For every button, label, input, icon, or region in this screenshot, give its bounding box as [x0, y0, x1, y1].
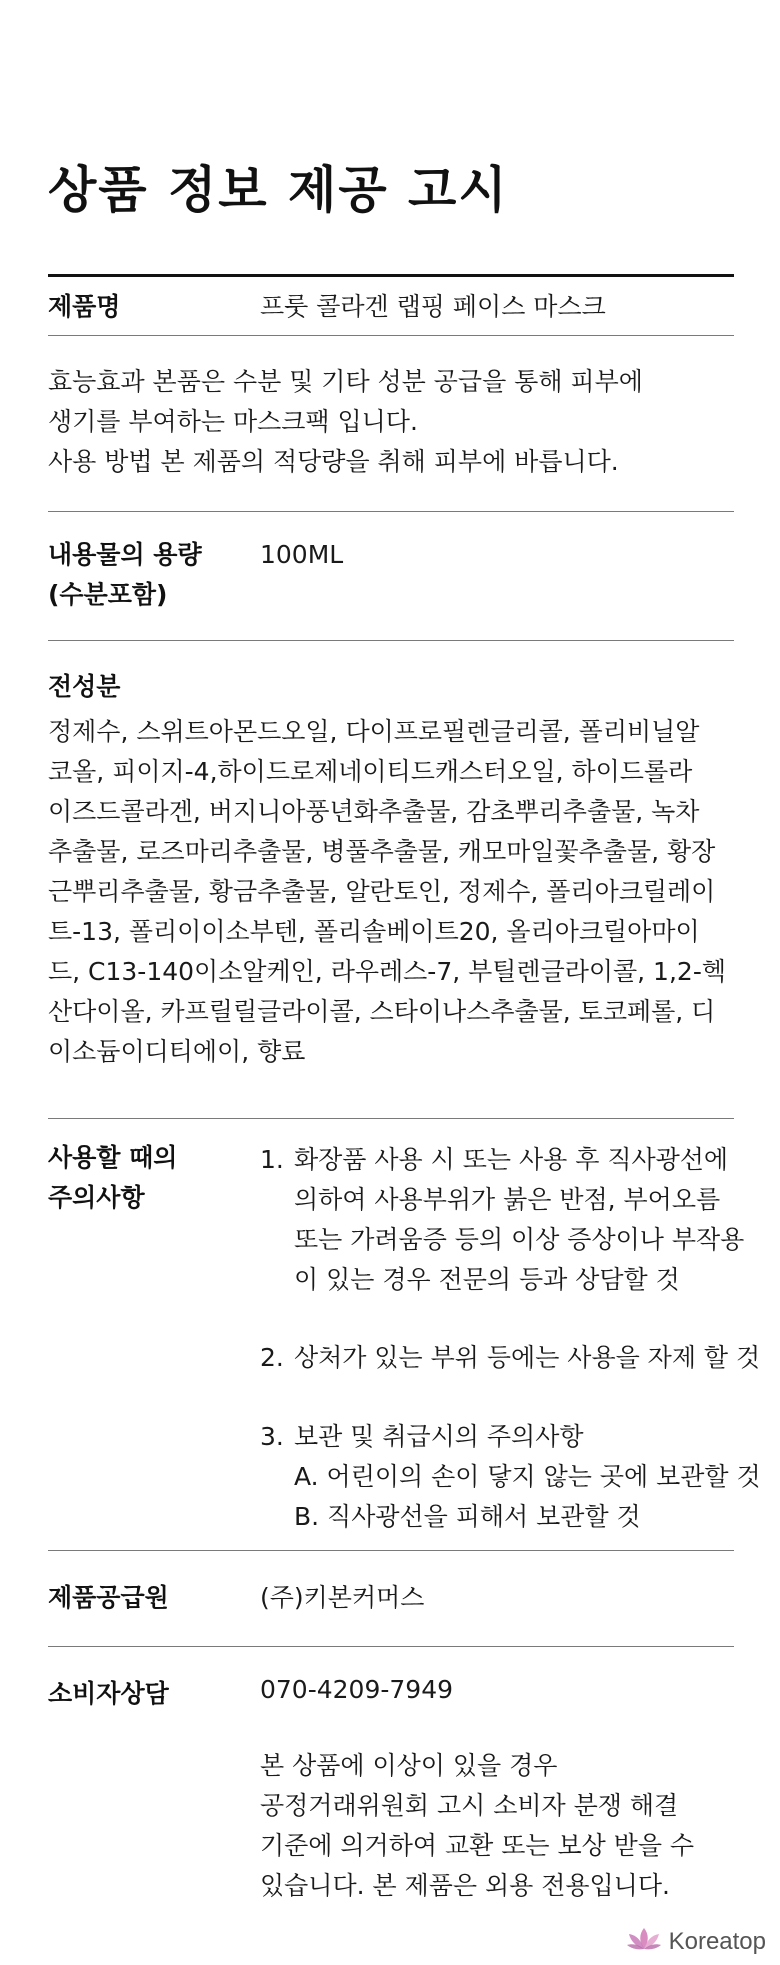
page-title: 상품 정보 제공 고시 — [48, 161, 509, 219]
notice-line: 본 상품에 이상이 있을 경우 — [260, 1751, 558, 1780]
divider — [48, 640, 734, 641]
caution-number: 2. — [260, 1343, 284, 1372]
caution-item-3 — [260, 1417, 761, 1537]
supplier-label: 제품공급원 — [48, 1583, 169, 1612]
caution-line: 보관 및 취급시의 주의사항 — [294, 1422, 584, 1451]
consumer-notice — [260, 1746, 694, 1906]
volume-value: 100ML — [260, 540, 344, 569]
caution-line: 상처가 있는 부위 등에는 사용을 자제 할 것 — [294, 1343, 761, 1372]
divider — [48, 335, 734, 336]
ingredients-list — [48, 712, 748, 1072]
caution-label — [48, 1138, 177, 1218]
caution-line: 화장품 사용 시 또는 사용 후 직사광선에 — [294, 1145, 729, 1174]
notice-line: 공정거래위원회 고시 소비자 분쟁 해결 — [260, 1791, 679, 1820]
volume-label-line: (수분포함) — [48, 580, 168, 609]
caution-number: 3. — [260, 1422, 284, 1451]
lotus-icon — [625, 1925, 663, 1959]
consumer-phone: 070-4209-7949 — [260, 1675, 454, 1704]
volume-label-line: 내용물의 용량 — [48, 540, 202, 569]
divider — [48, 1646, 734, 1647]
volume-label — [48, 535, 202, 615]
divider — [48, 511, 734, 512]
caution-line: B. 직사광선을 피해서 보관할 것 — [294, 1502, 641, 1531]
logo-text: Koreatop — [668, 1928, 766, 1955]
caution-item-1 — [260, 1140, 744, 1300]
ingredients-line: 산다이올, 카프릴릴글라이콜, 스타이나스추출물, 토코페롤, 디 — [48, 997, 716, 1026]
koreatop-logo — [625, 1925, 766, 1959]
top-divider — [48, 274, 734, 277]
effect-description — [48, 362, 643, 482]
ingredients-line: 이즈드콜라겐, 버지니아풍년화추출물, 감초뿌리추출물, 녹차 — [48, 797, 700, 826]
caution-line: 의하여 사용부위가 붉은 반점, 부어오름 — [294, 1185, 721, 1214]
divider — [48, 1118, 734, 1119]
caution-label-line: 주의사항 — [48, 1183, 145, 1212]
ingredients-line: 이소듐이디티에이, 향료 — [48, 1037, 306, 1066]
ingredients-line: 근뿌리추출물, 황금추출물, 알란토인, 정제수, 폴리아크릴레이 — [48, 877, 716, 906]
ingredients-line: 정제수, 스위트아몬드오일, 다이프로필렌글리콜, 폴리비닐알 — [48, 717, 700, 746]
effect-line: 사용 방법 본 제품의 적당량을 취해 피부에 바릅니다. — [48, 447, 619, 476]
ingredients-line: 트-13, 폴리이이소부텐, 폴리솔베이트20, 올리아크릴아마이 — [48, 917, 700, 946]
caution-line: 이 있는 경우 전문의 등과 상담할 것 — [294, 1265, 680, 1294]
effect-line: 효능효과 본품은 수분 및 기타 성분 공급을 통해 피부에 — [48, 367, 643, 396]
caution-item-2 — [260, 1338, 760, 1378]
ingredients-line: 드, C13-140이소알케인, 라우레스-7, 부틸렌글라이콜, 1,2-헥 — [48, 957, 726, 986]
consumer-label: 소비자상담 — [48, 1679, 169, 1708]
caution-number: 1. — [260, 1145, 284, 1174]
notice-line: 기준에 의거하여 교환 또는 보상 받을 수 — [260, 1831, 695, 1860]
ingredients-line: 추출물, 로즈마리추출물, 병풀추출물, 캐모마일꽃추출물, 황장 — [48, 837, 716, 866]
caution-line: A. 어린이의 손이 닿지 않는 곳에 보관할 것 — [294, 1462, 761, 1491]
caution-label-line: 사용할 때의 — [48, 1143, 178, 1172]
effect-line: 생기를 부여하는 마스크팩 입니다. — [48, 407, 418, 436]
supplier-value: (주)키본커머스 — [260, 1583, 425, 1612]
ingredients-line: 코올, 피이지-4,하이드로제네이티드캐스터오일, 하이드롤라 — [48, 757, 693, 786]
notice-line: 있습니다. 본 제품은 외용 전용입니다. — [260, 1871, 670, 1900]
ingredients-label: 전성분 — [48, 672, 121, 701]
divider — [48, 1550, 734, 1551]
product-name-label: 제품명 — [48, 292, 121, 321]
product-name-value: 프룻 콜라겐 랩핑 페이스 마스크 — [260, 292, 606, 321]
caution-line: 또는 가려움증 등의 이상 증상이나 부작용 — [294, 1225, 745, 1254]
